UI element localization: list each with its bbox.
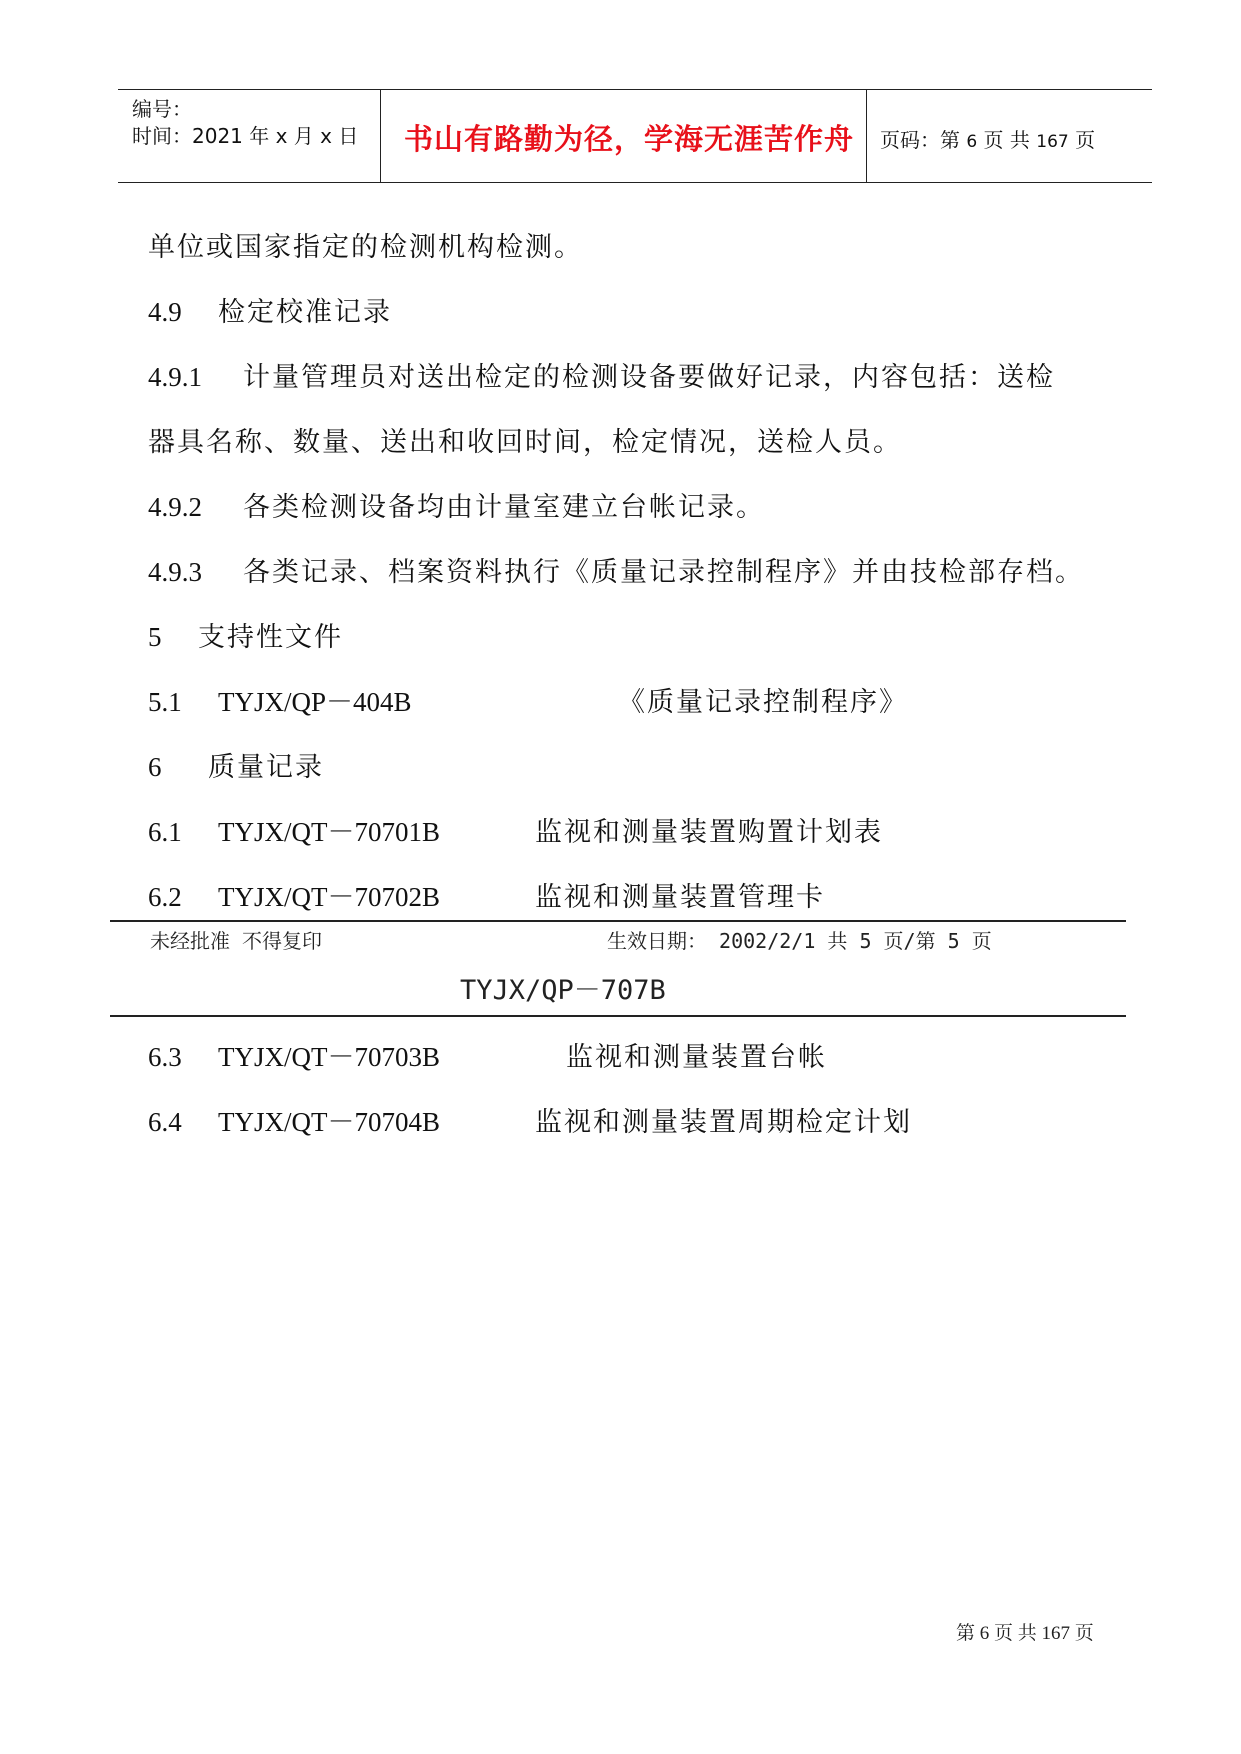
section-6 (148, 745, 324, 784)
section-6-4-title: 监视和测量装置周期检定计划 (535, 1107, 912, 1138)
section-title: 质量记录 (208, 752, 324, 783)
inner-footer-right: 生效日期： 2002/2/1 共 5 页/第 5 页 (607, 929, 992, 953)
paragraph-continuation: 单位或国家指定的检测机构检测。 (148, 232, 583, 263)
section-6-1-title: 监视和测量装置购置计划表 (535, 817, 883, 848)
section-6-2 (148, 875, 440, 914)
header-page-total: 167 (1036, 132, 1069, 152)
section-4-9-1 (148, 355, 1055, 394)
inner-footer-rule (110, 920, 1126, 922)
header-number-label: 编号： (132, 97, 192, 121)
record-code: TYJX/QT－70702B (218, 882, 440, 912)
section-number: 4.9.3 (148, 557, 202, 587)
section-number: 5.1 (148, 687, 182, 717)
section-text: 各类记录、档案资料执行《质量记录控制程序》并由技检部存档。 (243, 557, 1084, 588)
section-number: 6.2 (148, 882, 182, 912)
section-title: 检定校准记录 (218, 297, 392, 328)
record-code: TYJX/QT－70704B (218, 1107, 440, 1137)
header-time-label: 时间：2021 年 x 月 x 日 (132, 124, 359, 148)
section-number: 4.9.1 (148, 362, 202, 392)
section-text: 各类检测设备均由计量室建立台帐记录。 (243, 492, 765, 523)
section-6-3 (148, 1035, 440, 1074)
header-top-rule (118, 89, 1152, 90)
header-page-suffix: 页 (1075, 128, 1096, 152)
section-title: 支持性文件 (198, 622, 343, 653)
section-number: 4.9.2 (148, 492, 202, 522)
section-4-9 (148, 290, 392, 329)
section-5 (148, 615, 343, 654)
header-page-current: 6 (966, 132, 978, 152)
document-code: TYJX/QP－404B (218, 687, 412, 717)
section-number: 6.1 (148, 817, 182, 847)
section-6-4 (148, 1100, 440, 1139)
section-number: 6.4 (148, 1107, 182, 1137)
inner-doc-code: TYJX/QP－707B (460, 975, 666, 1006)
section-number: 6.3 (148, 1042, 182, 1072)
header-motto: 书山有路勤为径，学海无涯苦作舟 (404, 122, 855, 156)
header-page-prefix: 页码：第 (880, 128, 960, 152)
header-page-mid: 页 共 (983, 128, 1030, 152)
header-page-indicator (880, 124, 1095, 153)
section-6-2-title: 监视和测量装置管理卡 (535, 882, 825, 913)
section-4-9-3 (148, 550, 1084, 589)
section-4-9-1-continuation: 器具名称、数量、送出和收回时间，检定情况，送检人员。 (148, 427, 902, 458)
section-6-3-title: 监视和测量装置台帐 (566, 1042, 827, 1073)
section-number: 4.9 (148, 297, 182, 327)
header-divider-1 (380, 89, 381, 182)
header-bottom-rule (118, 182, 1152, 183)
section-5-1 (148, 680, 412, 719)
section-number: 5 (148, 622, 162, 652)
inner-footer-left: 未经批准 不得复印 (150, 929, 323, 953)
section-4-9-2 (148, 485, 765, 524)
header-divider-2 (866, 89, 867, 182)
record-code: TYJX/QT－70703B (218, 1042, 440, 1072)
inner-header-rule (110, 1015, 1126, 1017)
section-number: 6 (148, 752, 162, 782)
page-footer: 第 6 页 共 167 页 (956, 1623, 1094, 1644)
section-5-1-title: 《质量记录控制程序》 (618, 687, 908, 718)
record-code: TYJX/QT－70701B (218, 817, 440, 847)
section-text: 计量管理员对送出检定的检测设备要做好记录，内容包括：送检 (243, 362, 1055, 393)
section-6-1 (148, 810, 440, 849)
